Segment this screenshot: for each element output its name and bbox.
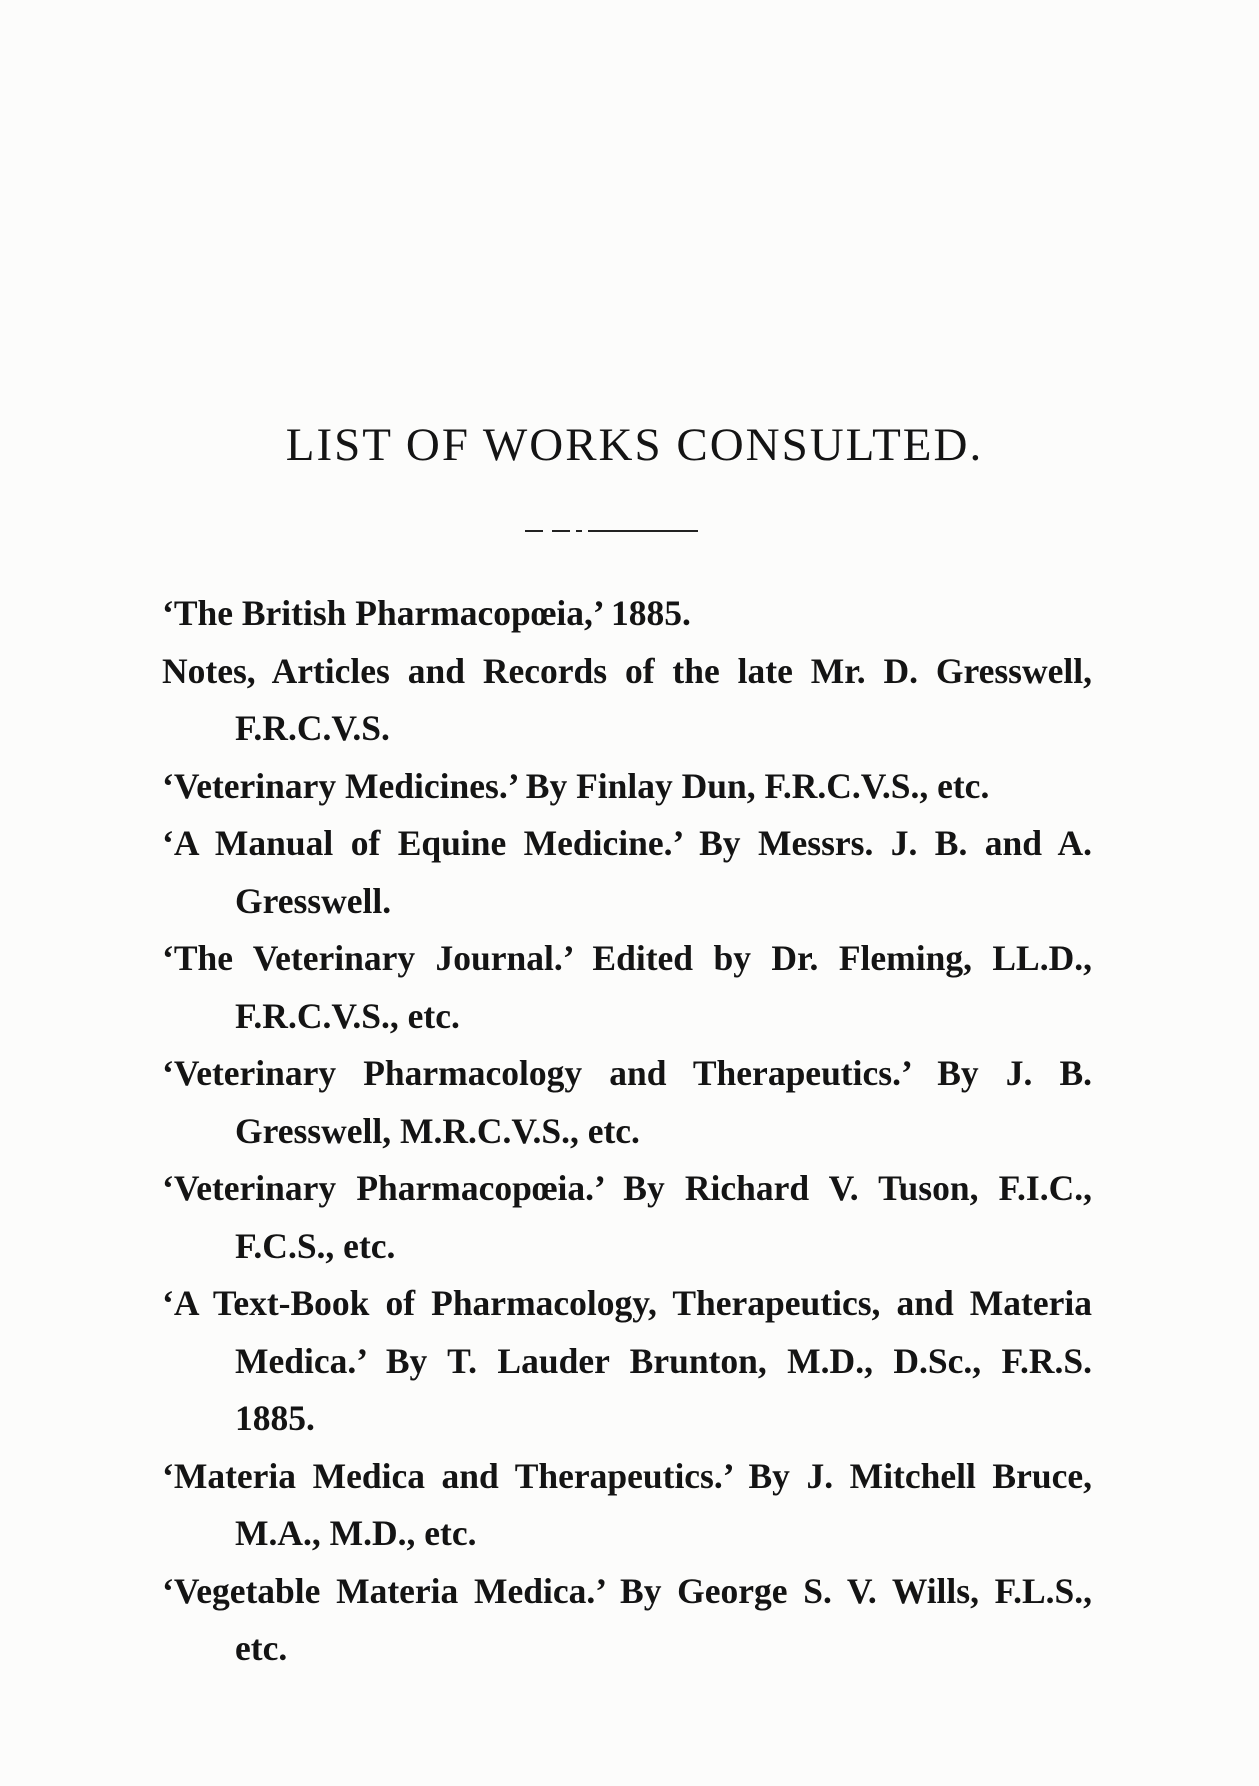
work-entry: ‘Veterinary Pharmacology and Therapeutics.’ By J. B. Gresswell, M.R.C.V.S., etc. <box>162 1053 1092 1151</box>
work-entry: ‘Veterinary Pharmacopœia.’ By Richard V. Tuson, F.I.C., F.C.S., etc. <box>162 1168 1092 1266</box>
works-list <box>162 585 1092 1678</box>
ornamental-rule-segment <box>576 530 582 532</box>
work-entry: ‘A Text-Book of Pharmacology, Therapeutics, and Materia Medica.’ By T. Lauder Brunton, M.D., D.Sc., F.R.S. 1885. <box>162 1283 1092 1438</box>
work-entry: ‘Materia Medica and Therapeutics.’ By J. Mitchell Bruce, M.A., M.D., etc. <box>162 1455 1092 1553</box>
work-entry: ‘Veterinary Medicines.’ By Finlay Dun, F.R.C.V.S., etc. <box>162 765 990 806</box>
work-entry: ‘The Veterinary Journal.’ Edited by Dr. Fleming, LL.D., F.R.C.V.S., etc. <box>162 938 1092 1036</box>
work-entry: ‘A Manual of Equine Medicine.’ By Messrs. J. B. and A. Gresswell. <box>162 823 1092 921</box>
work-entry: Notes, Articles and Records of the late Mr. D. Gresswell, F.R.C.V.S. <box>162 650 1092 748</box>
work-entry: ‘The British Pharmacopœia,’ 1885. <box>162 593 691 633</box>
page-title: LIST OF WORKS CONSULTED. <box>285 419 984 471</box>
work-entry: ‘Vegetable Materia Medica.’ By George S. V. Wills, F.L.S., etc. <box>162 1570 1092 1668</box>
ornamental-rule-segment <box>588 530 698 532</box>
ornamental-rule-segment <box>525 530 543 532</box>
ornamental-rule-segment <box>552 530 570 532</box>
